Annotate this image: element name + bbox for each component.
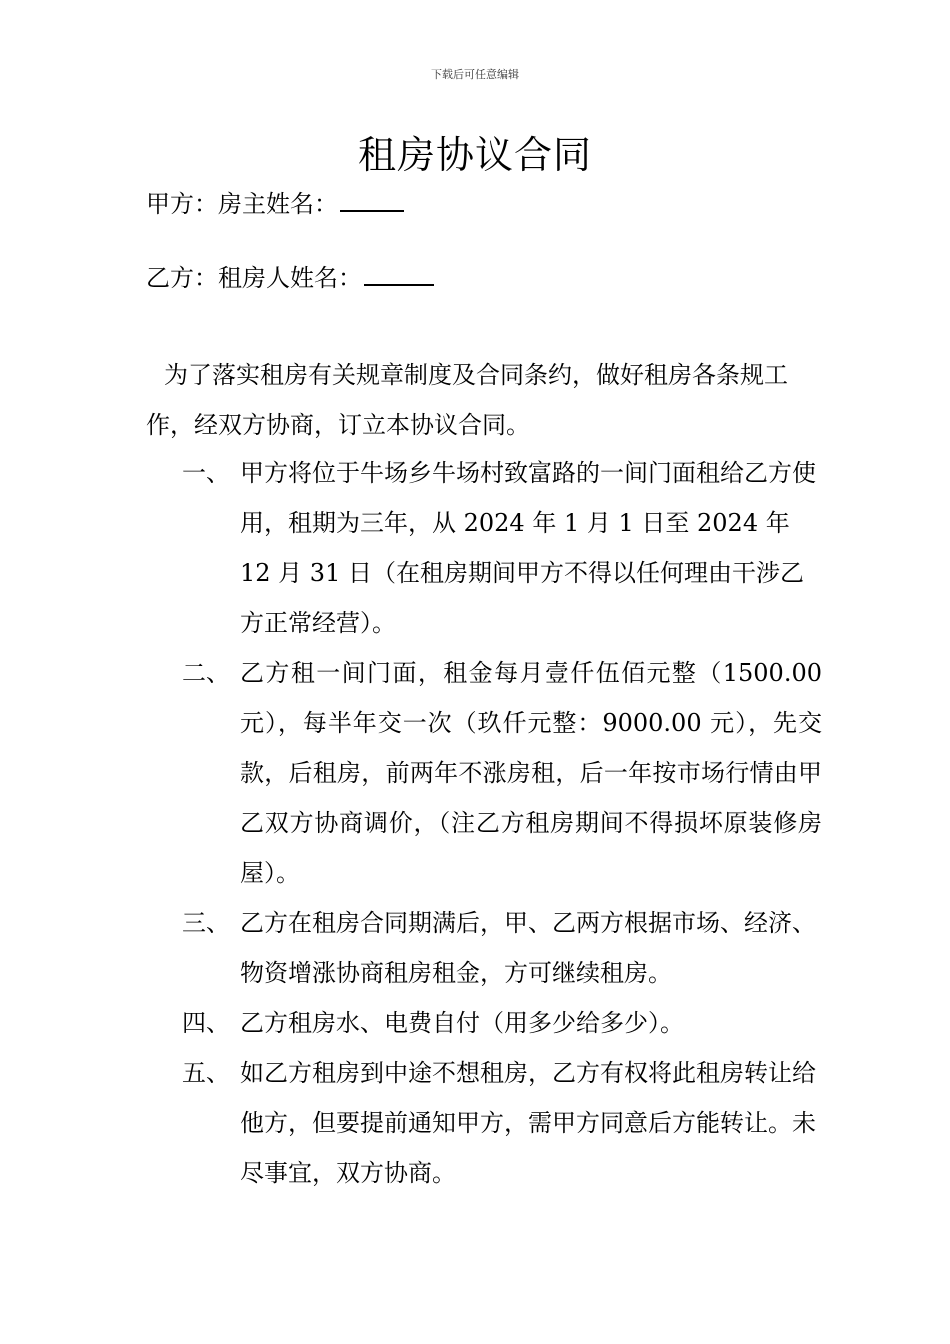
clause-number: 三、 xyxy=(182,909,230,937)
clause-item xyxy=(182,1048,822,1198)
party-a-name-blank xyxy=(340,188,404,212)
party-b-label: 乙方：租房人姓名： xyxy=(146,264,362,292)
document-title: 租房协议合同 xyxy=(357,133,592,177)
party-b-name-blank xyxy=(364,262,434,286)
intro-paragraph: 为了落实租房有关规章制度及合同条约，做好租房各条规工作，经双方协商，订立本协议合同。 xyxy=(146,361,788,439)
clause-item xyxy=(182,648,822,898)
clause-number: 一、 xyxy=(182,459,230,487)
clause-item xyxy=(182,898,822,998)
party-a-line xyxy=(146,184,404,219)
clause-item xyxy=(182,998,822,1048)
clause-text: 如乙方租房到中途不想租房，乙方有权将此租房转让给他方，但要提前通知甲方，需甲方同意后方能转让。未尽事宜，双方协商。 xyxy=(240,1059,816,1187)
party-b-line xyxy=(146,258,434,293)
clause-text: 乙方在租房合同期满后，甲、乙两方根据市场、经济、物资增涨协商租房租金，方可继续租房。 xyxy=(240,909,816,987)
clause-number: 四、 xyxy=(182,1009,230,1037)
clause-number: 五、 xyxy=(182,1059,230,1087)
clause-text: 乙方租一间门面，租金每月壹仟伍佰元整（1500.00 元），每半年交一次（玖仟元整：9000.00 元），先交款，后租房，前两年不涨房租，后一年按市场行情由甲乙双方协商调价，（注乙方租房期间不得损坏原装修房屋）。 xyxy=(240,659,822,887)
clause-number: 二、 xyxy=(182,659,230,687)
header-note: 下载后可任意编辑 xyxy=(431,68,519,81)
party-a-label: 甲方：房主姓名： xyxy=(146,190,338,218)
clause-list xyxy=(182,448,822,1198)
clause-text: 甲方将位于牛场乡牛场村致富路的一间门面租给乙方使用，租期为三年，从 2024 年 1 月 1 日至 2024 年 12 月 31 日（在租房期间甲方不得以任何理由干涉乙方正常经营）。 xyxy=(240,459,816,637)
clause-item xyxy=(182,448,822,648)
clause-text: 乙方租房水、电费自付（用多少给多少）。 xyxy=(240,1009,684,1037)
